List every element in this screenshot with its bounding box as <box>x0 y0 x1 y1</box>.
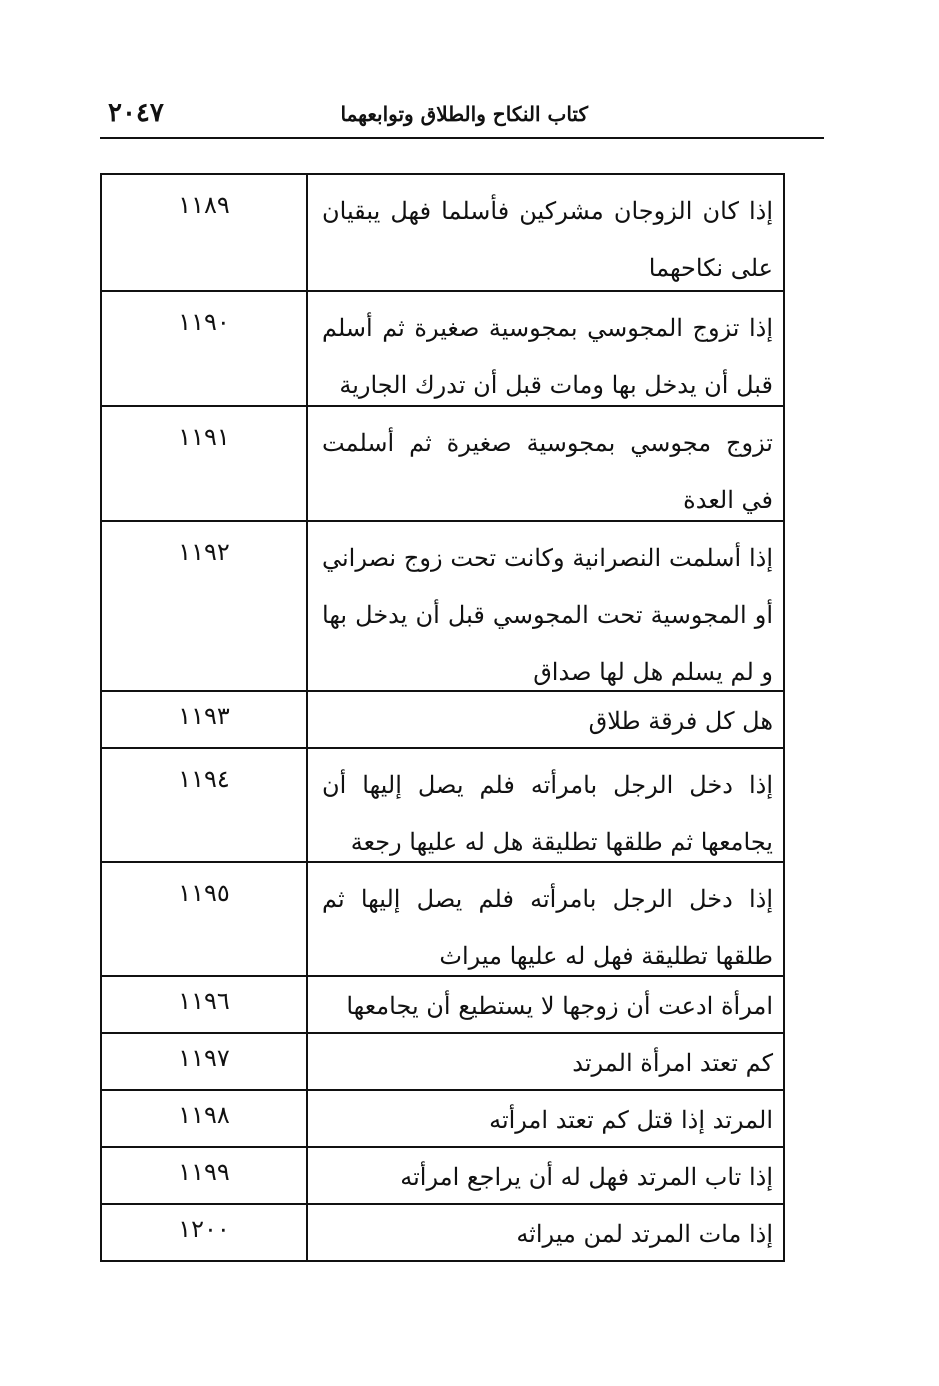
table-row <box>102 1032 783 1089</box>
entry-number: ١١٩٧ <box>178 1044 230 1072</box>
entry-title: تزوج مجوسي بمجوسية صغيرة ثم أسلمت في العدة <box>306 407 783 520</box>
entry-title: إذا دخل الرجل بامرأته فلم يصل إليها أن يجامعها ثم طلقها تطليقة هل له عليها رجعة <box>306 749 783 861</box>
entry-title: إذا تاب المرتد فهل له أن يراجع امرأته <box>306 1148 783 1203</box>
table-row <box>102 975 783 1032</box>
entry-number: ١١٩٨ <box>178 1101 230 1129</box>
table-row <box>102 290 783 405</box>
entry-number: ١١٩٥ <box>178 879 230 907</box>
header-rule <box>100 137 824 139</box>
entry-number: ١١٩٤ <box>178 765 230 793</box>
page-number: ٢٠٤٧ <box>108 98 164 128</box>
entry-number: ١١٩١ <box>178 423 230 451</box>
entry-title: إذا مات المرتد لمن ميراثه <box>306 1205 783 1260</box>
table-row <box>102 747 783 861</box>
entry-title: المرتد إذا قتل كم تعتد امرأته <box>306 1091 783 1146</box>
table-row <box>102 861 783 975</box>
entry-title: إذا كان الزوجان مشركين فأسلما فهل يبقيان على نكاحهما <box>306 175 783 290</box>
entry-title: إذا تزوج المجوسي بمجوسية صغيرة ثم أسلم قبل أن يدخل بها ومات قبل أن تدرك الجارية <box>306 292 783 405</box>
entry-number: ١١٩٠ <box>178 308 230 336</box>
table-row <box>102 520 783 690</box>
contents-table <box>100 173 785 1262</box>
entry-title: امرأة ادعت أن زوجها لا يستطيع أن يجامعها <box>306 977 783 1032</box>
page-header <box>100 92 824 138</box>
entry-title: إذا دخل الرجل بامرأته فلم يصل إليها ثم طلقها تطليقة فهل له عليها ميراث <box>306 863 783 975</box>
table-row <box>102 1203 783 1260</box>
entry-number: ١١٩٣ <box>178 702 230 730</box>
book-title: كتاب النكاح والطلاق وتوابعهما <box>340 102 588 126</box>
entry-title: كم تعتد امرأة المرتد <box>306 1034 783 1089</box>
entry-title: إذا أسلمت النصرانية وكانت تحت زوج نصراني أو المجوسية تحت المجوسي قبل أن يدخل بها و لم يسلم هل لها صداق <box>306 522 783 690</box>
entry-number: ١١٩٦ <box>178 987 230 1015</box>
table-row <box>102 405 783 520</box>
table-row <box>102 175 783 290</box>
entry-number: ١١٨٩ <box>178 191 230 219</box>
entry-number: ١٢٠٠ <box>178 1215 230 1243</box>
table-row <box>102 1146 783 1203</box>
table-row <box>102 1089 783 1146</box>
entry-title: هل كل فرقة طلاق <box>306 692 783 747</box>
entry-number: ١١٩٢ <box>178 538 230 566</box>
entry-number: ١١٩٩ <box>178 1158 230 1186</box>
table-row <box>102 690 783 747</box>
